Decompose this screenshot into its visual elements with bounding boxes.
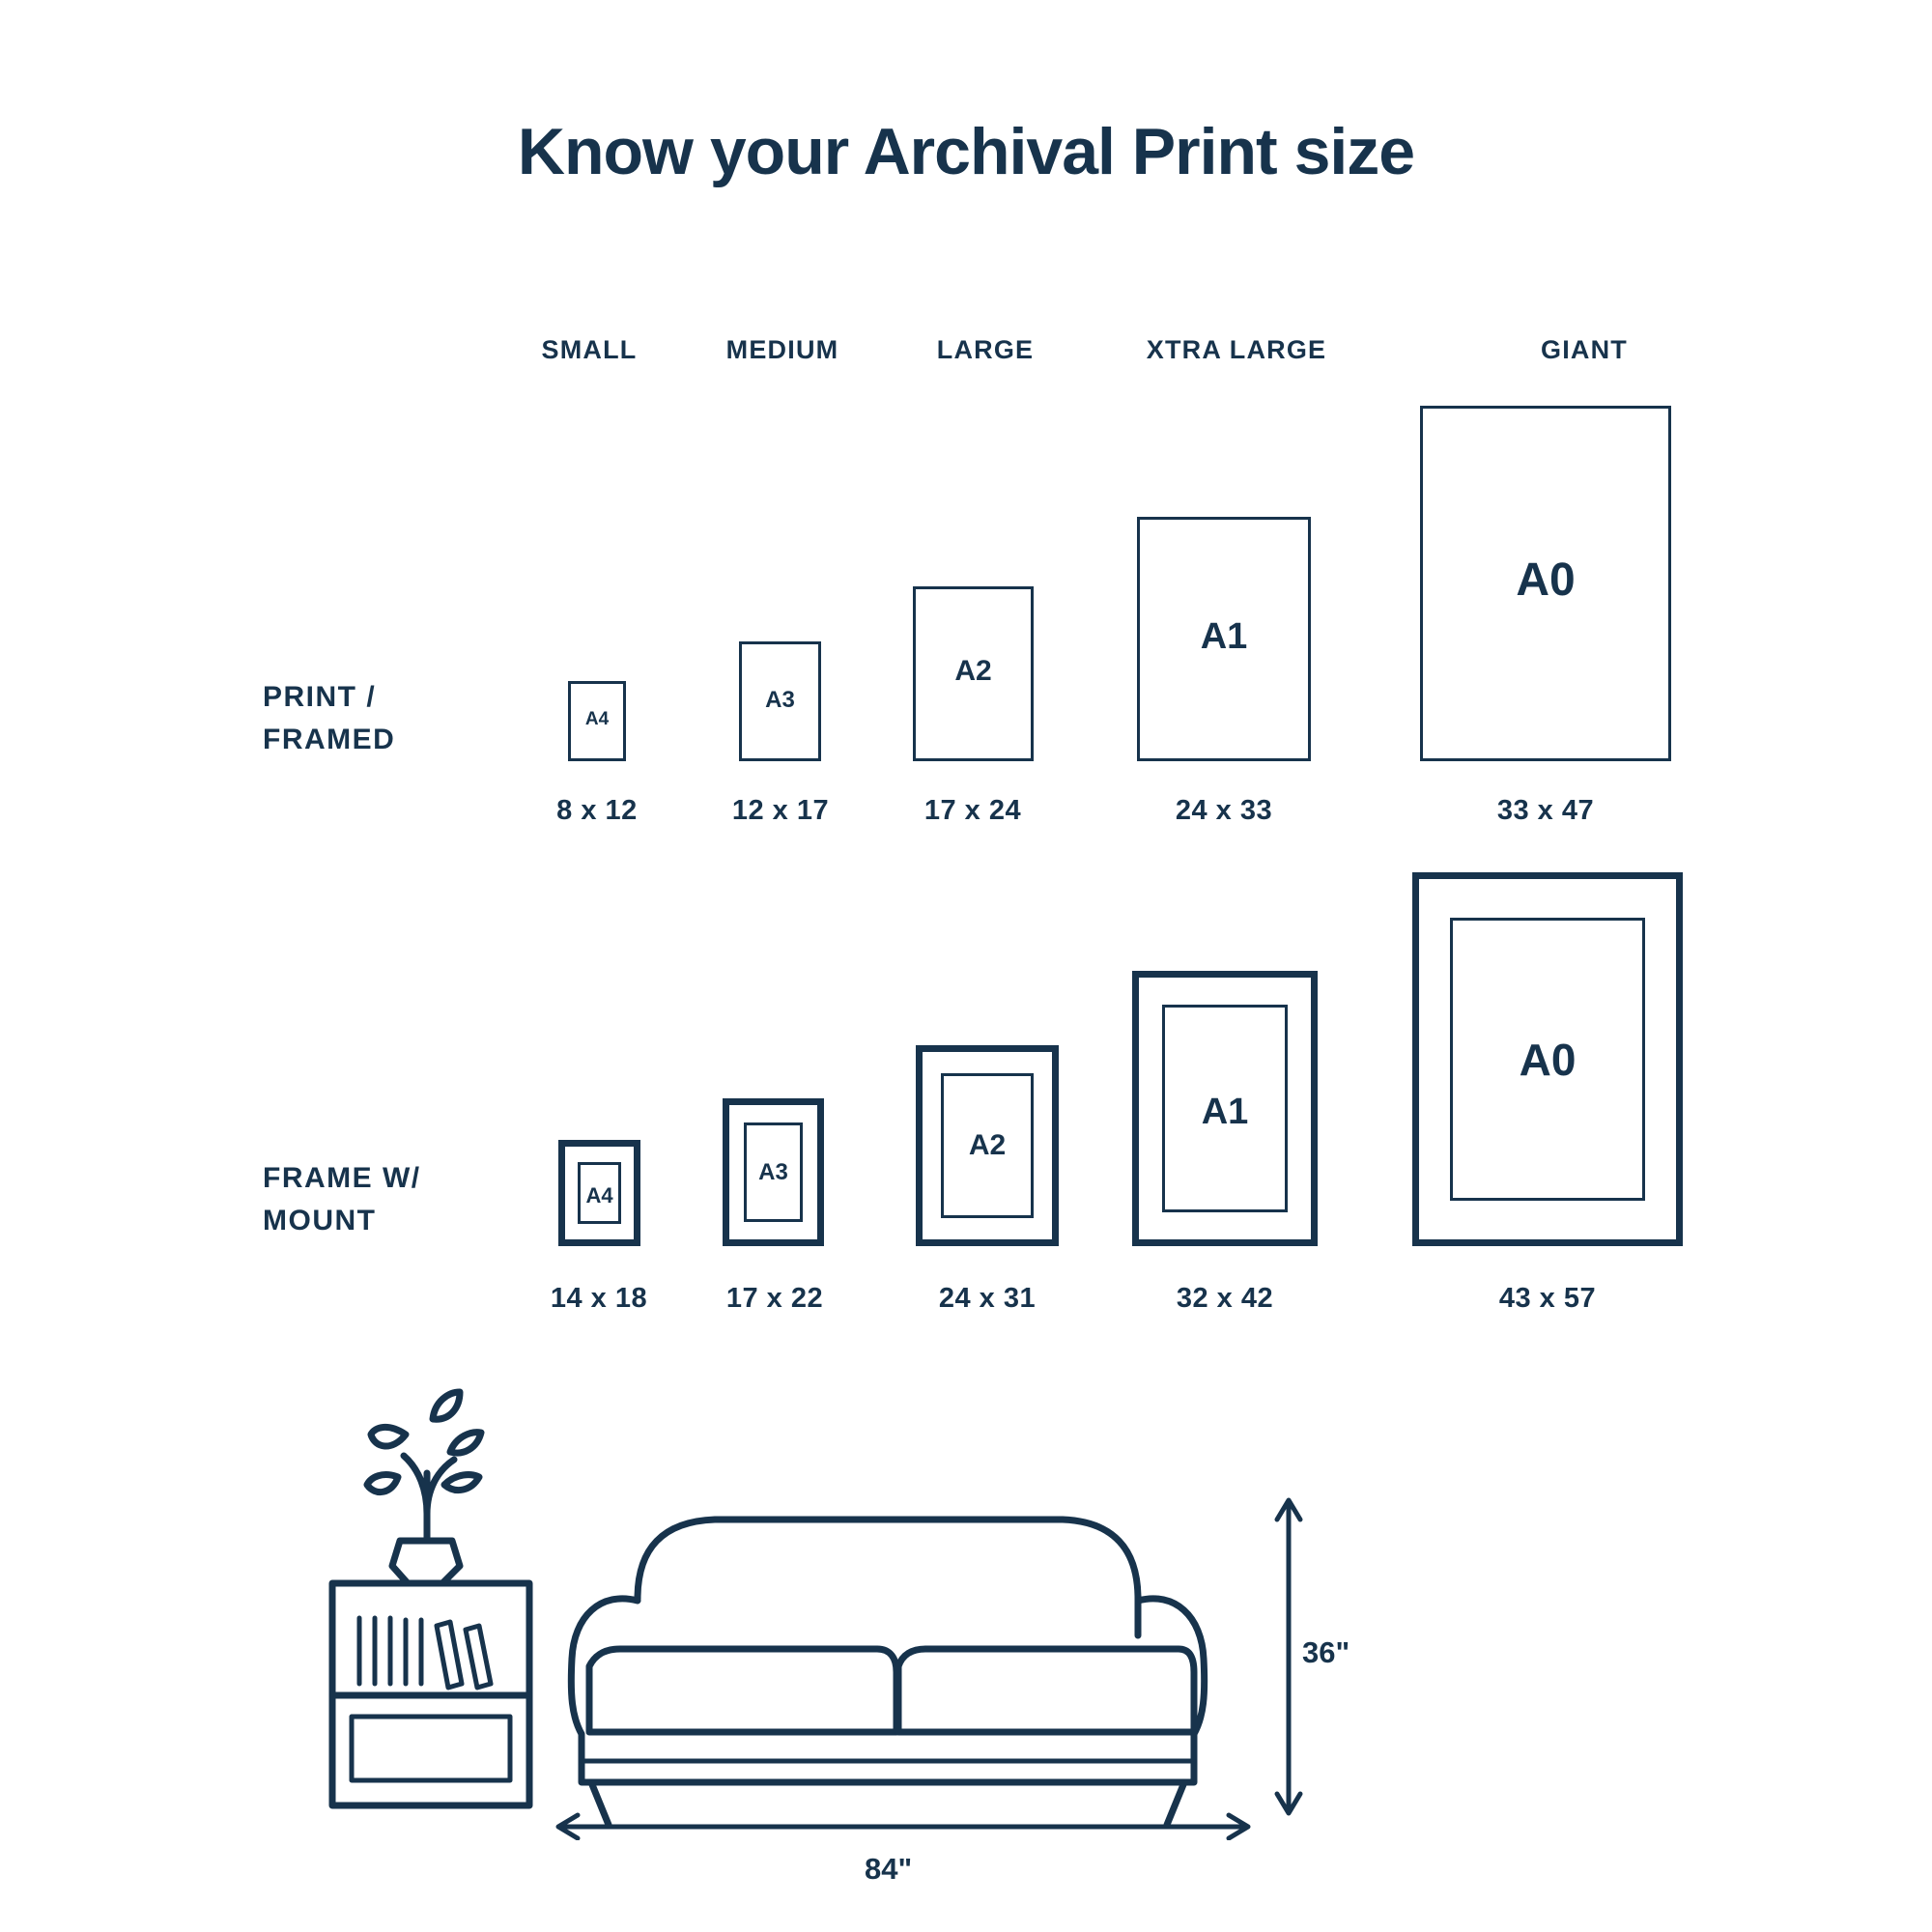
room-reference-illustration [319,1377,1613,1886]
mount-frame-a0-label: A0 [1519,1035,1577,1085]
mount-frame-a0 [1412,872,1683,1246]
horizontal-dimension-arrow-icon [558,1815,1248,1838]
print-dim-a0: 33 x 47 [1496,795,1595,826]
print-frame-a4-label: A4 [584,709,610,729]
row-label-print-framed-line2: FRAMED [263,724,396,755]
mount-frame-a1-label: A1 [1201,1092,1249,1132]
row-label-frame-mount-line1: FRAME W/ [263,1162,421,1194]
print-frame-a2-label: A2 [954,655,992,687]
print-frame-a3-label: A3 [765,687,795,713]
print-frame-a4 [568,681,626,761]
furniture-svg [319,1377,1613,1840]
row-label-frame-with-mount [263,1157,514,1242]
mount-frame-a3 [723,1098,824,1246]
mount-dim-a2: 24 x 31 [938,1283,1037,1314]
page-title: Know your Archival Print size [517,115,1415,188]
row-label-frame-mount-line2: MOUNT [263,1205,377,1236]
print-frame-a1-label: A1 [1200,616,1248,657]
column-header-small: SMALL [541,335,638,364]
vertical-dimension-arrow-icon [1277,1500,1300,1813]
column-header-medium: MEDIUM [725,335,839,364]
print-dim-a1: 24 x 33 [1175,795,1273,826]
mount-dim-a3: 17 x 22 [725,1283,824,1314]
column-header-giant: GIANT [1541,335,1628,364]
print-frame-a0 [1420,406,1671,761]
mount-frame-a1 [1132,971,1318,1246]
mount-dim-a1: 32 x 42 [1176,1283,1274,1314]
mount-dim-a0: 43 x 57 [1498,1283,1597,1314]
row-label-print-framed-line1: PRINT / [263,681,377,713]
mount-frame-a2-label: A2 [968,1129,1007,1161]
mount-frame-a4-label: A4 [585,1183,613,1208]
print-frame-a0-label: A0 [1516,554,1576,606]
column-header-large: LARGE [936,335,1035,364]
mount-dim-a4: 14 x 18 [550,1283,648,1314]
potted-plant-icon [367,1392,481,1583]
sofa-height-label: 36" [1302,1635,1350,1669]
print-frame-a3 [739,641,821,761]
column-header-xtra-large: XTRA LARGE [1146,335,1327,364]
mount-frame-a4 [558,1140,640,1246]
sofa-icon [571,1520,1204,1825]
print-dim-a4: 8 x 12 [556,795,638,826]
print-frame-a2 [913,586,1034,761]
sofa-width-label: 84" [865,1852,913,1886]
print-dim-a3: 12 x 17 [731,795,830,826]
mount-frame-a2 [916,1045,1059,1246]
bookshelf-icon [332,1583,529,1805]
row-label-print-framed [263,676,485,761]
print-frame-a1 [1137,517,1311,761]
print-dim-a2: 17 x 24 [923,795,1022,826]
mount-frame-a3-label: A3 [758,1159,788,1185]
